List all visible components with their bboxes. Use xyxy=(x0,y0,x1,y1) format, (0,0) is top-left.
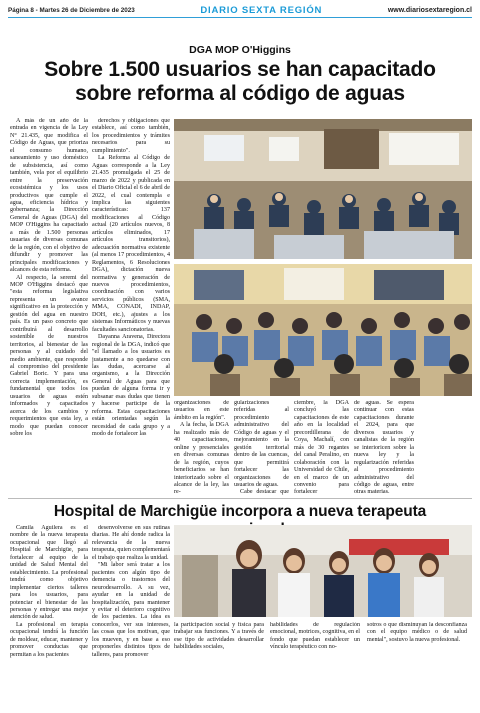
audience-illustration xyxy=(174,264,472,396)
training-room-photo xyxy=(174,119,472,259)
article2-column-4 xyxy=(270,622,360,672)
training-room-illustration xyxy=(174,119,472,259)
website: www.diariosextaregion.cl xyxy=(387,7,472,14)
hospital-staff-photo xyxy=(174,525,472,617)
article1-headline xyxy=(10,58,470,106)
masthead xyxy=(8,4,472,18)
article1-kicker: DGA MOP O'Higgins xyxy=(189,44,291,56)
paragraph: Camila Aguilera es el nombre de la nueva terapeuta ocupacional que llegó al Hospital de Marchigüe, para fortalecer al equipo de la unidad de Salud Mental del establecimiento. La profesional tendrá como objetivo implementar ciertos talleres para los usuarios, para potenciar el bienestar de las personas y entregar una mejor atención de salud. xyxy=(10,525,88,621)
paragraph: de aguas. Se espera continuar con estas capacitaciones durante el 2024, para que diversos usuarios y canalistas de la región se interioricen sobre la nueva ley y la regularización referidas al procedimiento administrativo del código de aguas, entre otras materias. xyxy=(354,400,414,496)
article1-column-4 xyxy=(234,400,289,496)
article2-headline: Hospital de Marchigüe incorpora a nueva terapeuta xyxy=(53,503,427,520)
article2-column-3 xyxy=(174,622,264,672)
article2-column-5 xyxy=(367,622,467,672)
page-date: Página 8 - Martes 26 de Diciembre de 2023 xyxy=(8,7,135,14)
paragraph: desenvolverse en sus rutinas diarias. He ahí donde radica la relevancia de la nueva terapeuta, quien complementará el trabajo que realiza la unidad. xyxy=(92,525,170,561)
paragraph: gularizaciones referidas al procedimiento administrativo del Código de aguas y el mejoramiento en la gestión territorial dentro de las cuencas, que permitirá fortalecer las organizaciones de usuarios de aguas. xyxy=(234,400,289,488)
article1-column-1 xyxy=(10,118,88,499)
article2-column-1 xyxy=(10,525,88,707)
paragraph: La profesional en terapia ocupacional tendrá la función de moldear, educar, mantener y promover conductas que permitan a los pacientes xyxy=(10,621,88,658)
section-divider xyxy=(8,498,472,499)
article2-column-2 xyxy=(92,525,170,707)
paragraph: "Mi labor será tratar a los pacientes con algún tipo de demencia o trastornos del neurodesarrollo. A su vez, ayudar en la unidad de hospitalización, para mantener y evitar el deterioro cognitivo de los pacientes. La idea es conocerlos, ver sus intereses, las cosas que los motivan, que los mueven, y en base a eso proponerles distintos tipos de talleres, para promover xyxy=(92,562,170,658)
paragraph: la participación social y física para trabajar sus funciones. Y a través de ese tipo de actividades desarrollar habilidades sociales, xyxy=(174,622,264,651)
article1-column-3 xyxy=(174,400,229,496)
paragraph: organizaciones de usuarios en este ámbito en la región". xyxy=(174,400,229,421)
paragraph: La Reforma al Código de Aguas corresponde a la Ley 21.435 promulgada el 25 de marzo de 2022 y publicada en el Diario Oficial el 6 de abril de 2022, el cual contempla e implica las siguientes características: 137 modificaciones al Código actual (20 artículos nuevos, 8 artículos eliminados, 17 artículos transitorios), adecuación normativa existente (al menos 17 procedimientos, 4 Reglamentos, 6 Resoluciones DGA), dictación nueva normativa y generación de nuevos procedimientos, coordinación con varios servicios públicos (SMA, MMA, CONADI, INDAP, DOH, etc.), ajustes a los sistemas Informáticos y nuevas facultades sancionatorias. xyxy=(92,155,170,333)
newspaper-name: DIARIO SEXTA REGIÓN xyxy=(200,5,323,16)
article1-column-5 xyxy=(294,400,349,496)
paragraph: derechos y obligaciones que establece, así como también, los procedimientos y trámites necesarios para su cumplimiento". xyxy=(92,118,170,154)
paragraph: sotros o que disminuyan la desconfianza con el equipo médico o de salud mental", sostuvo la nueva profesional. xyxy=(367,622,467,643)
paragraph: Dayanna Aravena, Directora regional de la DGA, indicó que "el llamado a los usuarios es justamente a no quedarse con las dudas, acercarse al organismo, a la Dirección General de Aguas para que puedan de alguna forma ir y subsanar esas dudas que tienen y hacerse participe de la reforma. Estas capacitaciones están orientadas según la necesidad de cada grupo y a modo de fortalecer las xyxy=(92,334,170,438)
paragraph: habilidades de regulación emocional, motrices, cognitiva, en el fondo que puedan establecer un vínculo terapéutico con no- xyxy=(270,622,360,651)
audience-photo xyxy=(174,264,472,396)
paragraph: ciembre, la DGA concluyó las capacitaciones de este año en la localidad precordillerana de Coya, Machalí, con más de 30 regantes del canal Peralino, en colaboración con la Universidad de Chile, en el marco de un convenio para fortalecer xyxy=(294,400,349,496)
article1-column-6 xyxy=(354,400,414,496)
headline-line-2: sobre reforma al código de aguas xyxy=(75,82,405,105)
paragraph: Cabe destacar que xyxy=(240,489,289,496)
paragraph: A más de un año de la entrada en vigencia de la Ley N° 21.435, que modifica el Código de Aguas, que prioriza el consumo humano, saneamiento y uso doméstico de subsistencia, así como también, vela por el equilibrio entre la preservación ecosistémica y los usos productivos que cumple el agua, eficiencia hídrica y gobernanza; la Dirección General de Aguas (DGA) del MOP O'Higgins ha capacitado a más de 1.500 personas usuarias de diversas comunas de la región, con el objetivo de difundir y promover las principales modificaciones y alcances de esta reforma. xyxy=(10,118,88,274)
article1-column-2 xyxy=(92,118,170,499)
headline-line-1: Sobre 1.500 usuarios se han capacitado xyxy=(44,58,436,81)
paragraph: Al respecto, la seremi del MOP O'Higgins destacó que "esta reforma legislativa representa un avance significativo en la protección y gestión del agua en nuestro país. Es un paso concreto que contribuirá al desarrollo sostenible de nuestros territorios, al bienestar de las personas y al cuidado del medio ambiente, que responde al compromiso del presidente Gabriel Boric. Y para una correcta implementación, es fundamental que todos los usuarios de aguas estén informados y capacitados acerca de los cambios y requerimientos que esta ley, a modo que puedan conocer sobre los xyxy=(10,274,88,438)
paragraph: A la fecha, la DGA ha realizado más de 40 capacitaciones, online y presenciales en diversas comunas de la región, cuyos beneficiarios se han interiorizado sobre el alcance de la ley, las re- xyxy=(174,422,229,496)
hospital-staff-illustration xyxy=(174,525,472,617)
